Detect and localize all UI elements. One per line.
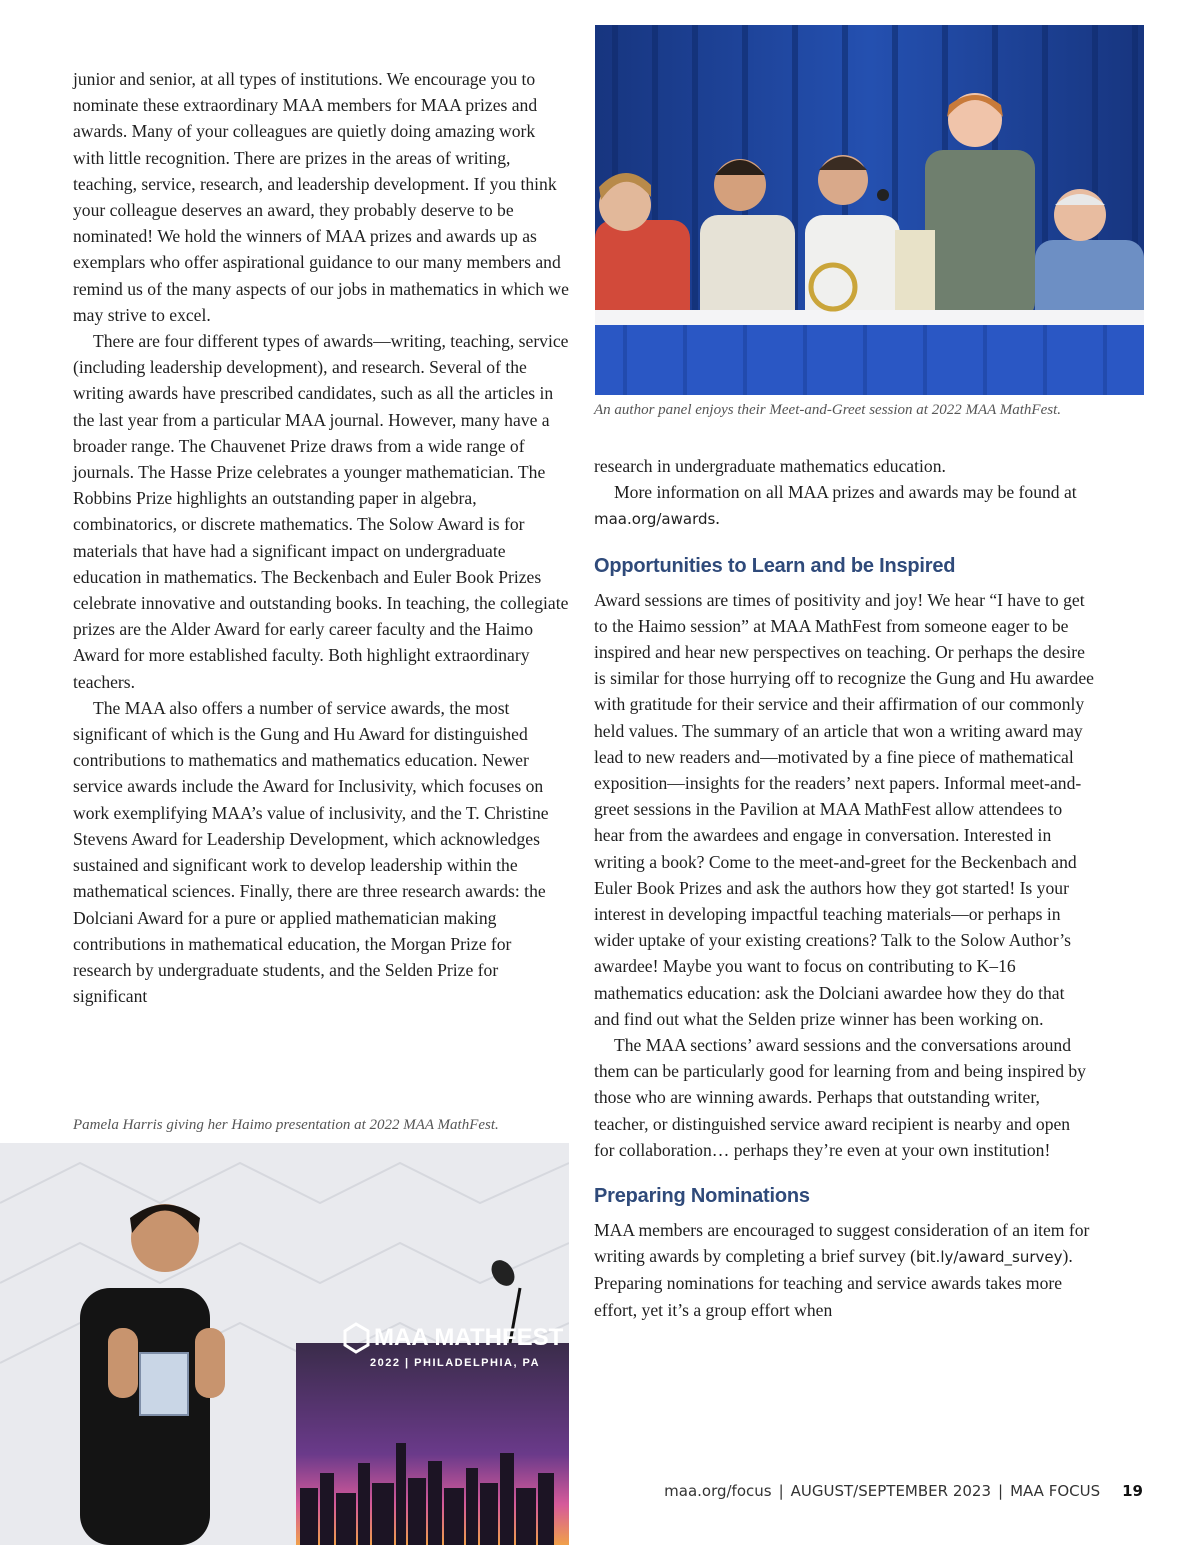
name-badge xyxy=(140,1353,188,1415)
footer-site[interactable]: maa.org/focus xyxy=(664,1482,772,1500)
left-paragraph-2: There are four different types of awards—writing, teaching, service (including leadership development), and research. Several of the writing awards have prescribed candidates, such as all the articles in the last year from a particular MAA journal. However, many have a broader range. The Chauvenet Prize draws from a wide range of journals. The Hasse Prize celebrates a younger mathematician. The Robbins Prize highlights an outstanding paper in algebra, combinatorics, or discrete mathematics. The Solow Award is for materials that have had a significant impact on undergraduate education in mathematics. The Beckenbach and Euler Book Prizes celebrate innovative and outstanding books. In teaching, the collegiate prizes are the Alder Award for early career faculty and the Haimo Award for more established faculty. Both highlight extraordinary teachers. xyxy=(73,331,569,692)
page-footer: maa.org/focus | AUGUST/SEPTEMBER 2023 | MAA FOCUS 19 xyxy=(664,1482,1143,1500)
haimo-presentation-illustration xyxy=(0,1143,569,1545)
left-paragraph-1: junior and senior, at all types of institutions. We encourage you to nominate these extraordinary MAA members for MAA prizes and awards. Many of your colleagues are quietly doing amazing work with little recognition. There are prizes in the areas of writing, teaching, service, research, and leadership development. If you think your colleague deserves an award, they probably deserve to be nominated! We hold the winners of MAA prizes and awards up as exemplars who offer aspirational guidance to our many members and remind us of the many aspects of our jobs in mathematics in which we may strive to excel. xyxy=(73,69,569,325)
right-column xyxy=(594,453,1094,1323)
sign-subtitle: 2022 | PHILADELPHIA, PA xyxy=(370,1357,541,1369)
table-skirt xyxy=(595,325,1144,395)
haimo-presentation-photo xyxy=(0,1143,569,1545)
section-heading-opportunities: Opportunities to Learn and be Inspired xyxy=(594,554,956,577)
left-paragraph-3: The MAA also offers a number of service awards, the most significant of which is the Gung and Hu Award for distinguished contributions to mathematics and mathematics education. Newer service awards include the Award for Inclusivity, which focuses on work exemplifying MAA’s value of inclusivity, and the T. Christine Stevens Award for Leadership Development, which acknowledges sustained and significant work to develop leadership within the mathematical sciences. Finally, there are three research awards: the Dolciani Award for a pure or applied mathematician making contributions in mathematical education, the Morgan Prize for research by undergraduate students, and the Selden Prize for significant xyxy=(73,697,549,1007)
sign-title: MAA MATHFEST xyxy=(374,1324,564,1351)
haimo-caption: Pamela Harris giving her Haimo presentation at 2022 MAA MathFest. xyxy=(73,1117,499,1133)
page-number: 19 xyxy=(1122,1482,1143,1500)
author-panel-illustration xyxy=(595,25,1144,395)
author-panel-photo xyxy=(595,25,1144,395)
right-paragraph-1: research in undergraduate mathematics education. xyxy=(594,456,946,476)
right-paragraph-4: The MAA sections’ award sessions and the conversations around them can be particularly good for learning from and being inspired by those who are winning awards. Perhaps that outstanding writer, teacher, or distinguished service award recipient is nearby and open for collaboration… perhaps they’re even at your own institution! xyxy=(594,1035,1086,1160)
footer-magazine: MAA FOCUS xyxy=(1010,1482,1101,1500)
awards-link[interactable]: maa.org/awards xyxy=(594,510,716,529)
author-panel-caption: An author panel enjoys their Meet-and-Greet session at 2022 MAA MathFest. xyxy=(594,402,1061,418)
left-column xyxy=(73,66,569,1009)
survey-link[interactable]: bit.ly/award_survey xyxy=(915,1248,1063,1267)
right-paragraph-3: Award sessions are times of positivity and joy! We hear “I have to get to the Haimo session” at MAA MathFest from someone eager to be inspired and hear new perspectives on teaching. Or perhaps the desire is similar for those hurrying off to recognize the Gung and Hu awardee with gratitude for their service and their affirmation of our commonly held values. The summary of an article that won a writing award may lead to new readers and—motivated by a fine piece of mathematical exposition—insights for the readers’ next papers. Informal meet-and-greet sessions in the Pavilion at MAA MathFest allow attendees to hear from the awardees and engage in conversation. Interested in writing a book? Come to the meet-and-greet for the Beckenbach and Euler Book Prizes and ask the authors how they got started! Is your interest in developing impactful teaching materials—or perhaps in wider uptake of your existing creations? Talk to the Solow Author’s awardee! Maybe you want to focus on contributing to K–16 mathematics education: ask the Dolciani awardee how they do that and find out what the Selden prize winner has been working on. xyxy=(594,589,1094,1029)
right-paragraph-5: MAA members are encouraged to suggest consideration of an item for writing awards by completing a brief survey (bit.ly/award_survey). Preparing nominations for teaching and service awards takes more effort, yet it’s a group effort when xyxy=(594,1220,1090,1320)
section-heading-nominations: Preparing Nominations xyxy=(594,1185,810,1208)
right-paragraph-2: More information on all MAA prizes and awards may be found at maa.org/awards. xyxy=(594,482,1077,529)
footer-issue: AUGUST/SEPTEMBER 2023 xyxy=(790,1482,991,1500)
